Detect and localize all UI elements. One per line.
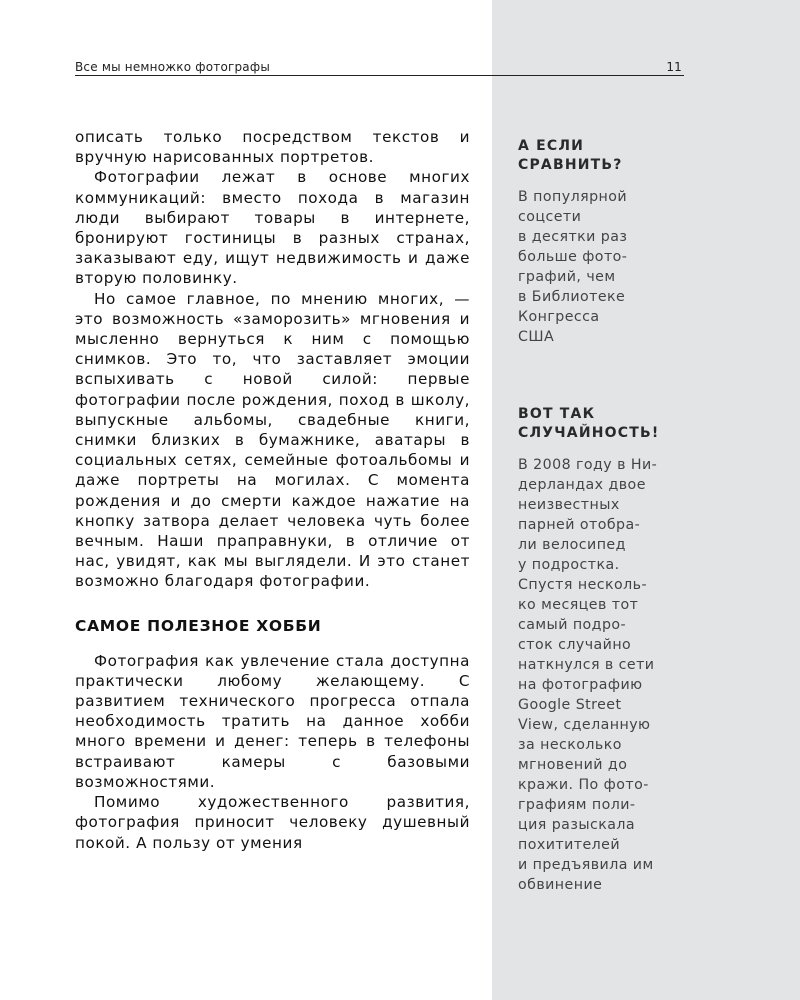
sidebar-text-line: похитителей bbox=[518, 837, 621, 853]
sidebar-text-line: в десятки раз bbox=[518, 229, 628, 245]
sidebar-text bbox=[518, 455, 683, 895]
sidebar-text-line: наткнулся в сети bbox=[518, 657, 655, 673]
sidebar-block-coincidence bbox=[518, 405, 683, 895]
header-rule bbox=[75, 75, 684, 76]
sidebar-heading-line: А ЕСЛИ bbox=[518, 138, 585, 154]
sidebar-text-line: соцсети bbox=[518, 209, 582, 225]
sidebar-text-line: графий, чем bbox=[518, 269, 616, 285]
sidebar-heading bbox=[518, 137, 683, 175]
sidebar-text-line: ли велосипед bbox=[518, 537, 626, 553]
sidebar-heading-line: ВОТ ТАК bbox=[518, 406, 596, 422]
sidebar-text-line: обвинение bbox=[518, 877, 603, 893]
sidebar-text-line: Спустя несколь- bbox=[518, 577, 648, 593]
sidebar-text-line: ция разыскала bbox=[518, 817, 636, 833]
page-number: 11 bbox=[666, 60, 682, 74]
sidebar-text-line: парней отобра- bbox=[518, 517, 641, 533]
section-heading: САМОЕ ПОЛЕЗНОЕ ХОББИ bbox=[75, 616, 322, 635]
sidebar-text-line: неизвестных bbox=[518, 497, 620, 513]
sidebar-text-line: Google Street bbox=[518, 697, 622, 713]
sidebar-text-line: самый подро- bbox=[518, 617, 627, 633]
paragraph: описать только посредством текстов и вручную нарисованных портретов. bbox=[75, 128, 470, 167]
paragraph: Помимо художественного развития, фотография приносит человеку душевный покой. А пользу от умения bbox=[75, 793, 470, 852]
paragraph: Но самое главное, по мнению многих, — это возможность «заморозить» мгновения и мысленно вернуться к ним с помощью снимков. Это то, что заставляет эмоции вспыхивать с новой силой: первые фотографии после рождения, поход в школу, выпускные альбомы, свадебные книги, снимки близких в бумажнике, аватары в социальных сетях, семейные фотоальбомы и даже портреты на могилах. С момента рождения и до смерти каждое нажатие на кнопку затвора делает человека чуть более вечным. Наши праправнуки, в отличие от нас, увидят, как мы выглядели. И это станет возможно благодаря фотографии. bbox=[75, 289, 470, 591]
sidebar-heading-line: СРАВНИТЬ? bbox=[518, 157, 623, 173]
paragraph: Фотографии лежат в основе многих коммуникаций: вместо похода в магазин люди выбирают товары в интернете, бронируют гостиницы в разных странах, заказывают еду, ищут недвижимость и даже вторую половинку. bbox=[75, 168, 470, 288]
sidebar-text-line: мгновений до bbox=[518, 757, 628, 773]
sidebar-text-line: сток случайно bbox=[518, 637, 632, 653]
sidebar-text-line: дерландах двое bbox=[518, 477, 646, 493]
sidebar-text-line: у подростка. bbox=[518, 557, 620, 573]
sidebar-text-line: В популярной bbox=[518, 189, 628, 205]
sidebar-text-line: за несколько bbox=[518, 737, 622, 753]
running-header-title: Все мы немножко фотографы bbox=[75, 60, 270, 74]
sidebar-text-line: графиям поли- bbox=[518, 797, 636, 813]
sidebar-text-line: кражи. По фото- bbox=[518, 777, 649, 793]
sidebar-text-line: больше фото- bbox=[518, 249, 628, 265]
sidebar-text-line: View, сделанную bbox=[518, 717, 651, 733]
sidebar-text-line: В 2008 году в Ни- bbox=[518, 457, 658, 473]
sidebar-block-compare bbox=[518, 137, 683, 347]
sidebar-text-line: на фотографию bbox=[518, 677, 643, 693]
main-text-column bbox=[75, 127, 470, 853]
sidebar-text bbox=[518, 187, 683, 347]
sidebar-text-line: США bbox=[518, 329, 555, 345]
paragraph: Фотография как увлечение стала доступна практически любому желающему. С развитием технического прогресса отпала необходимость тратить на данное хобби много времени и денег: теперь в телефоны встраивают камеры с базовыми возможностями. bbox=[75, 651, 470, 791]
sidebar-text-line: в Библиотеке bbox=[518, 289, 626, 305]
sidebar-heading bbox=[518, 405, 683, 443]
sidebar-heading-line: СЛУЧАЙНОСТЬ! bbox=[518, 425, 660, 441]
sidebar-text-line: Конгресса bbox=[518, 309, 600, 325]
sidebar-text-line: и предъявила им bbox=[518, 857, 654, 873]
sidebar-text-line: ко месяцев тот bbox=[518, 597, 639, 613]
